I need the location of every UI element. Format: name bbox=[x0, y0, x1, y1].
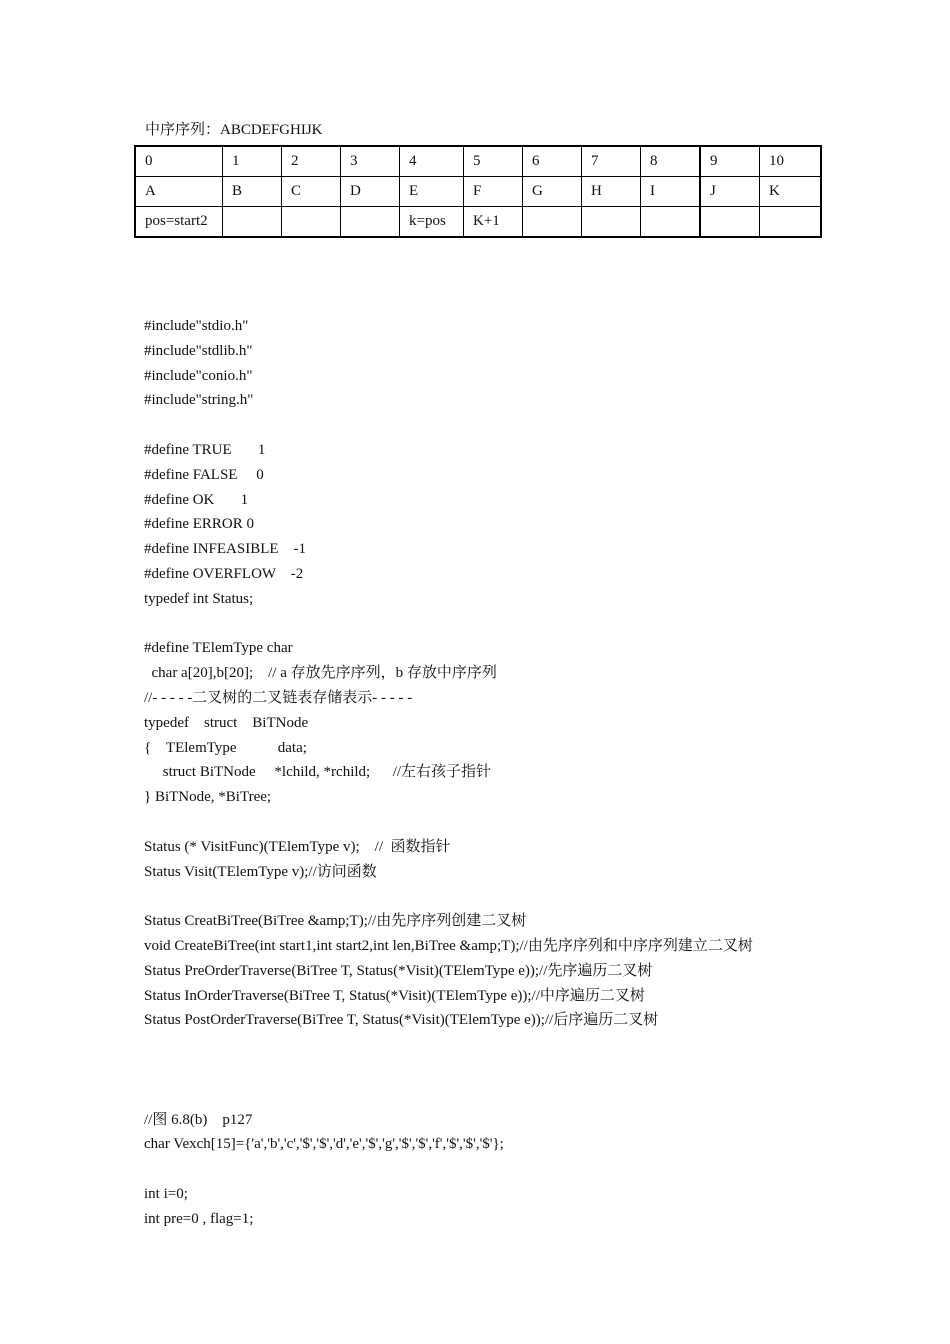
table-row-letters bbox=[135, 177, 821, 207]
code-line bbox=[144, 1157, 934, 1182]
table-cell bbox=[760, 207, 822, 238]
table-cell: 10 bbox=[760, 146, 822, 177]
code-line: typedef int Status; bbox=[144, 590, 254, 607]
code-line: //- - - - -二叉树的二叉链表存储表示- - - - - bbox=[144, 689, 413, 706]
code-listing bbox=[144, 314, 934, 1231]
code-line: Status CreatBiTree(BiTree &amp;T);//由先序序列创建二叉树 bbox=[144, 913, 527, 930]
code-line: Status PostOrderTraverse(BiTree T, Status(*Visit)(TElemType e));//后序遍历二叉树 bbox=[144, 1012, 659, 1029]
code-line: int pre=0 , flag=1; bbox=[144, 1210, 254, 1227]
table-cell bbox=[341, 207, 400, 238]
table-cell: D bbox=[341, 177, 400, 207]
code-line: #define FALSE 0 bbox=[144, 466, 264, 483]
table-cell: B bbox=[223, 177, 282, 207]
code-line: } BiTNode, *BiTree; bbox=[144, 789, 272, 806]
code-line: Status PreOrderTraverse(BiTree T, Status(*Visit)(TElemType e));//先序遍历二叉树 bbox=[144, 962, 653, 979]
code-line: #define TElemType char bbox=[144, 640, 293, 657]
table-cell bbox=[641, 207, 701, 238]
code-line: Status Visit(TElemType v);//访问函数 bbox=[144, 863, 377, 880]
code-line: #include"conio.h" bbox=[144, 367, 253, 384]
table-cell: pos=start2 bbox=[135, 207, 223, 238]
code-line: //图 6.8(b) p127 bbox=[144, 1111, 253, 1128]
table-cell: I bbox=[641, 177, 701, 207]
table-cell: 7 bbox=[582, 146, 641, 177]
code-line: void CreateBiTree(int start1,int start2,int len,BiTree &amp;T);//由先序序列和中序序列建立二叉树 bbox=[144, 937, 753, 954]
table-cell: F bbox=[464, 177, 523, 207]
code-line bbox=[144, 612, 934, 637]
table-cell: 5 bbox=[464, 146, 523, 177]
table-row-pointers bbox=[135, 207, 821, 238]
table-cell: H bbox=[582, 177, 641, 207]
code-line: #include"stdlib.h" bbox=[144, 342, 253, 359]
code-line bbox=[144, 1083, 934, 1108]
table-cell: 3 bbox=[341, 146, 400, 177]
table-cell bbox=[523, 207, 582, 238]
table-cell: 2 bbox=[282, 146, 341, 177]
table-cell: K+1 bbox=[464, 207, 523, 238]
table-cell: 9 bbox=[700, 146, 760, 177]
table-cell: k=pos bbox=[400, 207, 464, 238]
code-line: #define ERROR 0 bbox=[144, 516, 254, 533]
table-cell: J bbox=[700, 177, 760, 207]
table-cell: 6 bbox=[523, 146, 582, 177]
table-cell bbox=[700, 207, 760, 238]
code-line: #define OVERFLOW -2 bbox=[144, 565, 304, 582]
code-line bbox=[144, 884, 934, 909]
table-cell: 0 bbox=[135, 146, 223, 177]
table-cell: G bbox=[523, 177, 582, 207]
table-cell bbox=[582, 207, 641, 238]
code-line: struct BiTNode *lchild, *rchild; //左右孩子指针 bbox=[144, 764, 492, 781]
table-cell: 1 bbox=[223, 146, 282, 177]
table-cell: C bbox=[282, 177, 341, 207]
code-line: char Vexch[15]={'a','b','c','$','$','d','e','$','g','$','$','f','$','$','$'}; bbox=[144, 1136, 504, 1153]
code-line: Status InOrderTraverse(BiTree T, Status(*Visit)(TElemType e));//中序遍历二叉树 bbox=[144, 987, 645, 1004]
code-line bbox=[144, 413, 934, 438]
table-cell: 8 bbox=[641, 146, 701, 177]
table-cell: E bbox=[400, 177, 464, 207]
table-cell: 4 bbox=[400, 146, 464, 177]
code-line bbox=[144, 1033, 934, 1058]
inorder-sequence-heading: 中序序列：ABCDEFGHIJK bbox=[145, 122, 323, 138]
table-cell bbox=[282, 207, 341, 238]
code-line: typedef struct BiTNode bbox=[144, 714, 309, 731]
code-line: #include"stdio.h" bbox=[144, 318, 249, 334]
code-line: #define OK 1 bbox=[144, 491, 249, 508]
table-row-index bbox=[135, 146, 821, 177]
code-line: #define TRUE 1 bbox=[144, 441, 266, 458]
table-cell: A bbox=[135, 177, 223, 207]
index-table bbox=[134, 145, 822, 238]
code-line: #include"string.h" bbox=[144, 392, 254, 409]
code-line: char a[20],b[20]; // a 存放先序序列，b 存放中序序列 bbox=[144, 665, 497, 682]
code-line bbox=[144, 1058, 934, 1083]
code-line bbox=[144, 810, 934, 835]
code-line: #define INFEASIBLE -1 bbox=[144, 541, 307, 558]
table-cell: K bbox=[760, 177, 822, 207]
code-line: { TElemType data; bbox=[144, 739, 307, 756]
code-line: Status (* VisitFunc)(TElemType v); // 函数指针 bbox=[144, 838, 451, 855]
code-line: int i=0; bbox=[144, 1185, 188, 1202]
table-cell bbox=[223, 207, 282, 238]
